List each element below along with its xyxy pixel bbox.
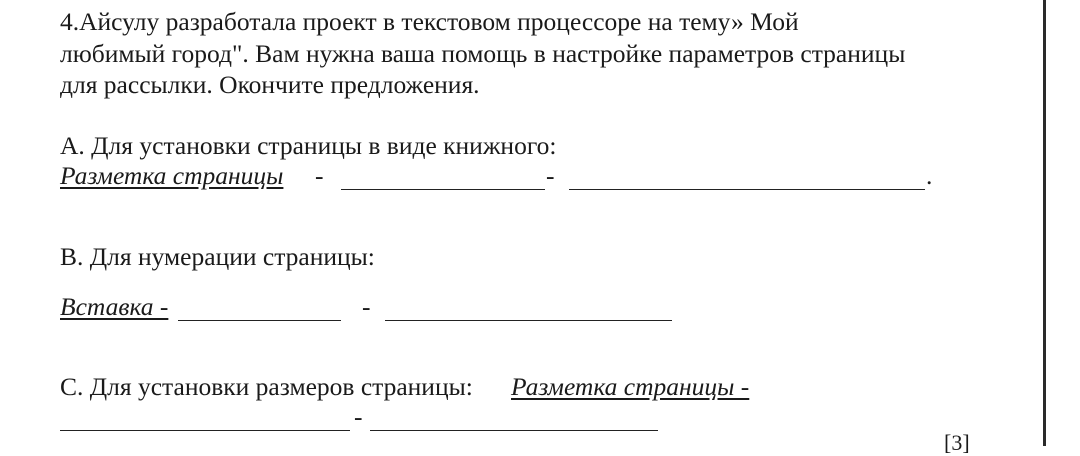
part-b-menu-label: Вставка - [60,292,169,321]
part-c-blank-1[interactable] [60,430,350,431]
part-a-blank-1[interactable] [341,189,545,190]
question-line-3: для рассылки. Окончите предложения. [60,70,480,99]
part-b-dash: - [362,292,371,321]
part-a-dash-1: - [315,161,324,190]
marks-label: [3] [944,430,970,455]
part-b-heading: B. Для нумерации страницы: [60,242,375,271]
part-a-period: . [926,161,933,190]
part-c-menu-label: Разметка страницы - [511,372,750,401]
part-a-heading: A. Для установки страницы в виде книжного: [60,131,557,160]
part-b-blank-1[interactable] [178,320,341,321]
part-a-blank-2[interactable] [569,189,925,190]
part-c-heading: C. Для установки размеров страницы: [60,372,473,401]
part-c-dash: - [354,402,363,431]
question-line-2: любимый город". Вам нужна ваша помощь в настройке параметров страницы [60,39,906,68]
part-a-menu-label: Разметка страницы [60,161,284,190]
question-line-1: 4.Айсулу разработала проект в текстовом процессоре на тему» Мой [60,7,799,36]
part-a-dash-2: - [546,161,555,190]
page-edge-line [1043,0,1046,446]
part-b-blank-2[interactable] [385,320,672,321]
part-c-blank-2[interactable] [370,430,658,431]
